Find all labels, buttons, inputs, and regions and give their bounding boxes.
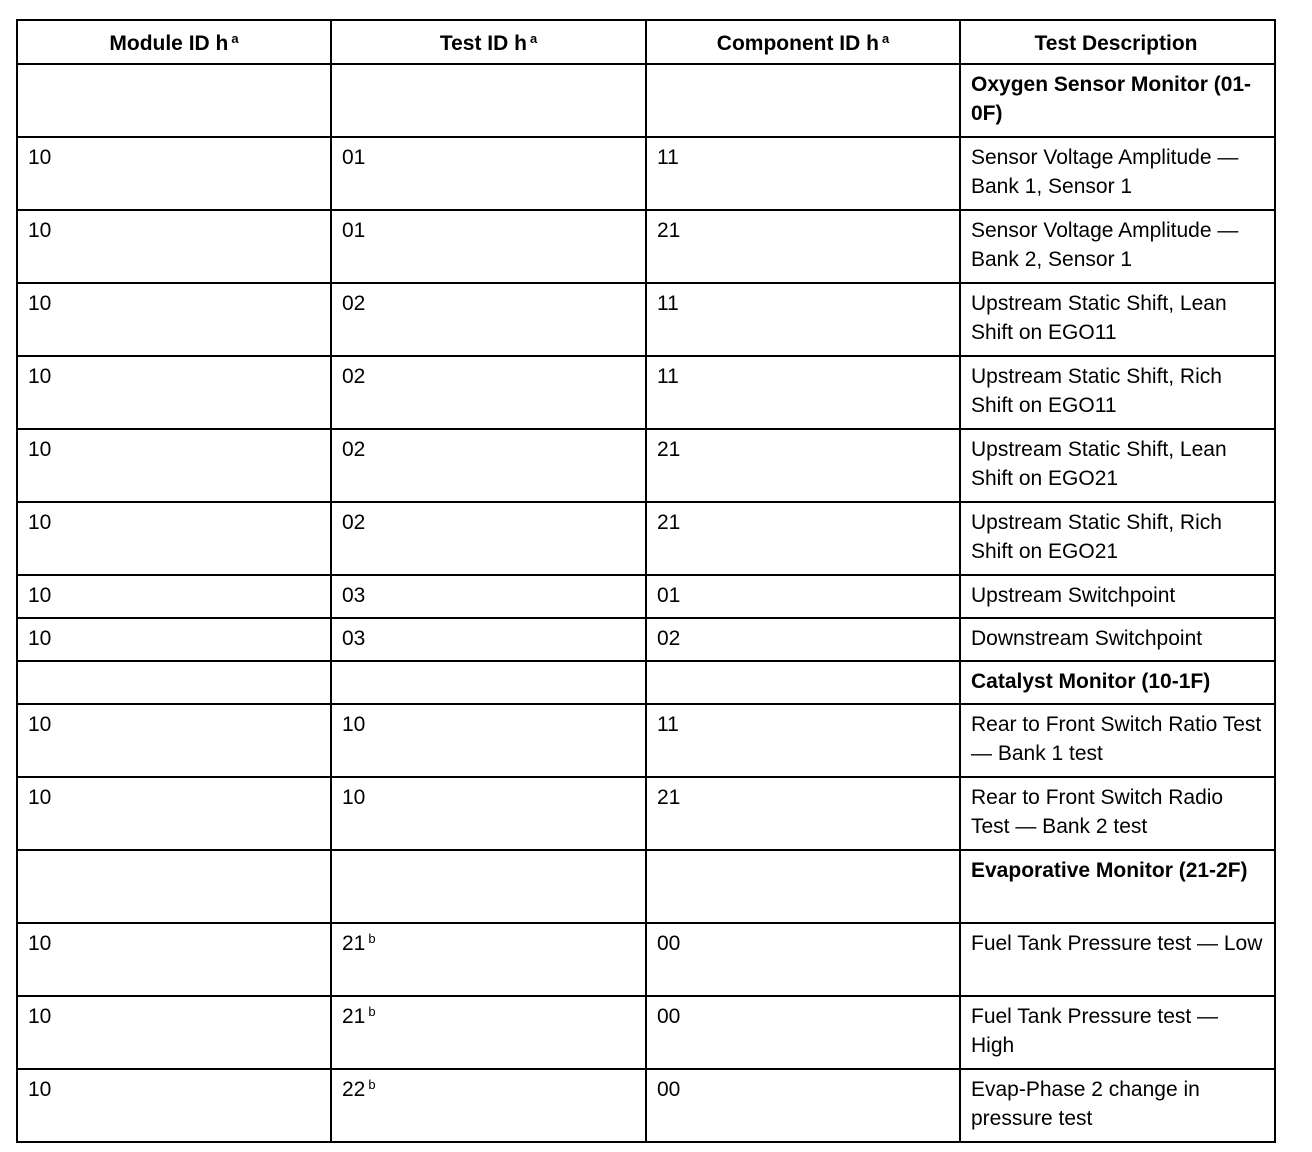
module-id-cell: 10 <box>17 210 331 283</box>
test-id-cell: 02 <box>331 283 646 356</box>
table-row <box>17 137 1275 210</box>
module-id-cell <box>17 850 331 923</box>
footnote-marker: a <box>529 30 538 46</box>
header-test-id: Test ID h $^a$ <box>331 20 646 64</box>
table-row <box>17 502 1275 575</box>
test-description-cell: Upstream Static Shift, Rich Shift on EGO21 <box>960 502 1275 575</box>
module-id-cell: 10 <box>17 429 331 502</box>
test-description-cell: Sensor Voltage Amplitude — Bank 1, Sensor 1 <box>960 137 1275 210</box>
test-id-cell: 10 <box>331 777 646 850</box>
test-id-cell <box>331 661 646 704</box>
table-header-row <box>17 20 1275 64</box>
component-id-cell: 00 <box>646 1069 960 1142</box>
component-id-cell <box>646 661 960 704</box>
footnote-marker: b <box>368 931 376 946</box>
test-id-cell: 21 $^b$ <box>331 996 646 1069</box>
table-row <box>17 704 1275 777</box>
test-description-cell: Fuel Tank Pressure test — Low <box>960 923 1275 996</box>
table-section-row <box>17 64 1275 137</box>
component-id-cell: 00 <box>646 923 960 996</box>
table-row <box>17 777 1275 850</box>
table-body <box>17 64 1275 1142</box>
test-description-cell: Upstream Static Shift, Lean Shift on EGO21 <box>960 429 1275 502</box>
module-id-cell <box>17 661 331 704</box>
table-row <box>17 429 1275 502</box>
component-id-cell <box>646 64 960 137</box>
table-row <box>17 210 1275 283</box>
table-row <box>17 575 1275 618</box>
module-id-cell: 10 <box>17 502 331 575</box>
module-id-cell: 10 <box>17 704 331 777</box>
test-description-cell: Rear to Front Switch Radio Test — Bank 2 test <box>960 777 1275 850</box>
section-title-cell: Oxygen Sensor Monitor (01-0F) <box>960 64 1275 137</box>
test-description-cell: Fuel Tank Pressure test — High <box>960 996 1275 1069</box>
test-description-cell: Upstream Static Shift, Rich Shift on EGO11 <box>960 356 1275 429</box>
test-id-cell: 01 <box>331 210 646 283</box>
test-description-cell: Downstream Switchpoint <box>960 618 1275 661</box>
table-row <box>17 923 1275 996</box>
component-id-cell: 01 <box>646 575 960 618</box>
test-id-cell: 03 <box>331 575 646 618</box>
footnote-marker: b <box>368 1004 376 1019</box>
table-row <box>17 996 1275 1069</box>
module-id-cell: 10 <box>17 1069 331 1142</box>
table-row <box>17 618 1275 661</box>
test-id-table <box>16 19 1276 1143</box>
component-id-cell: 11 <box>646 356 960 429</box>
module-id-cell: 10 <box>17 137 331 210</box>
component-id-cell: 21 <box>646 777 960 850</box>
test-id-cell: 01 <box>331 137 646 210</box>
header-component-id: Component ID h $^a$ <box>646 20 960 64</box>
module-id-cell: 10 <box>17 923 331 996</box>
test-id-cell: 21 $^b$ <box>331 923 646 996</box>
module-id-cell: 10 <box>17 618 331 661</box>
test-id-cell: 10 <box>331 704 646 777</box>
component-id-cell: 21 <box>646 502 960 575</box>
module-id-cell: 10 <box>17 356 331 429</box>
test-id-cell: 02 <box>331 429 646 502</box>
test-description-cell: Sensor Voltage Amplitude — Bank 2, Sensor 1 <box>960 210 1275 283</box>
module-id-cell: 10 <box>17 283 331 356</box>
module-id-cell: 10 <box>17 575 331 618</box>
component-id-cell: 11 <box>646 137 960 210</box>
component-id-cell: 11 <box>646 283 960 356</box>
component-id-cell <box>646 850 960 923</box>
header-module-id: Module ID h $^a$ <box>17 20 331 64</box>
test-description-cell: Upstream Static Shift, Lean Shift on EGO11 <box>960 283 1275 356</box>
table-row <box>17 1069 1275 1142</box>
module-id-cell: 10 <box>17 996 331 1069</box>
table-section-row <box>17 661 1275 704</box>
component-id-cell: 02 <box>646 618 960 661</box>
table-row <box>17 283 1275 356</box>
test-id-cell <box>331 850 646 923</box>
test-id-cell: 03 <box>331 618 646 661</box>
footnote-marker: a <box>231 30 239 46</box>
test-id-cell: 22 $^b$ <box>331 1069 646 1142</box>
component-id-cell: 21 <box>646 210 960 283</box>
test-description-cell: Rear to Front Switch Ratio Test — Bank 1 test <box>960 704 1275 777</box>
test-description-cell: Upstream Switchpoint <box>960 575 1275 618</box>
component-id-cell: 11 <box>646 704 960 777</box>
test-id-cell: 02 <box>331 356 646 429</box>
header-test-description: Test Description <box>960 20 1275 64</box>
module-id-cell: 10 <box>17 777 331 850</box>
table-row <box>17 356 1275 429</box>
component-id-cell: 21 <box>646 429 960 502</box>
table-section-row <box>17 850 1275 923</box>
section-title-cell: Evaporative Monitor (21-2F) <box>960 850 1275 923</box>
section-title-cell: Catalyst Monitor (10-1F) <box>960 661 1275 704</box>
test-id-cell: 02 <box>331 502 646 575</box>
component-id-cell: 00 <box>646 996 960 1069</box>
test-id-cell <box>331 64 646 137</box>
test-description-cell: Evap-Phase 2 change in pressure test <box>960 1069 1275 1142</box>
footnote-marker: a <box>881 30 890 46</box>
module-id-cell <box>17 64 331 137</box>
footnote-marker: b <box>368 1077 376 1092</box>
